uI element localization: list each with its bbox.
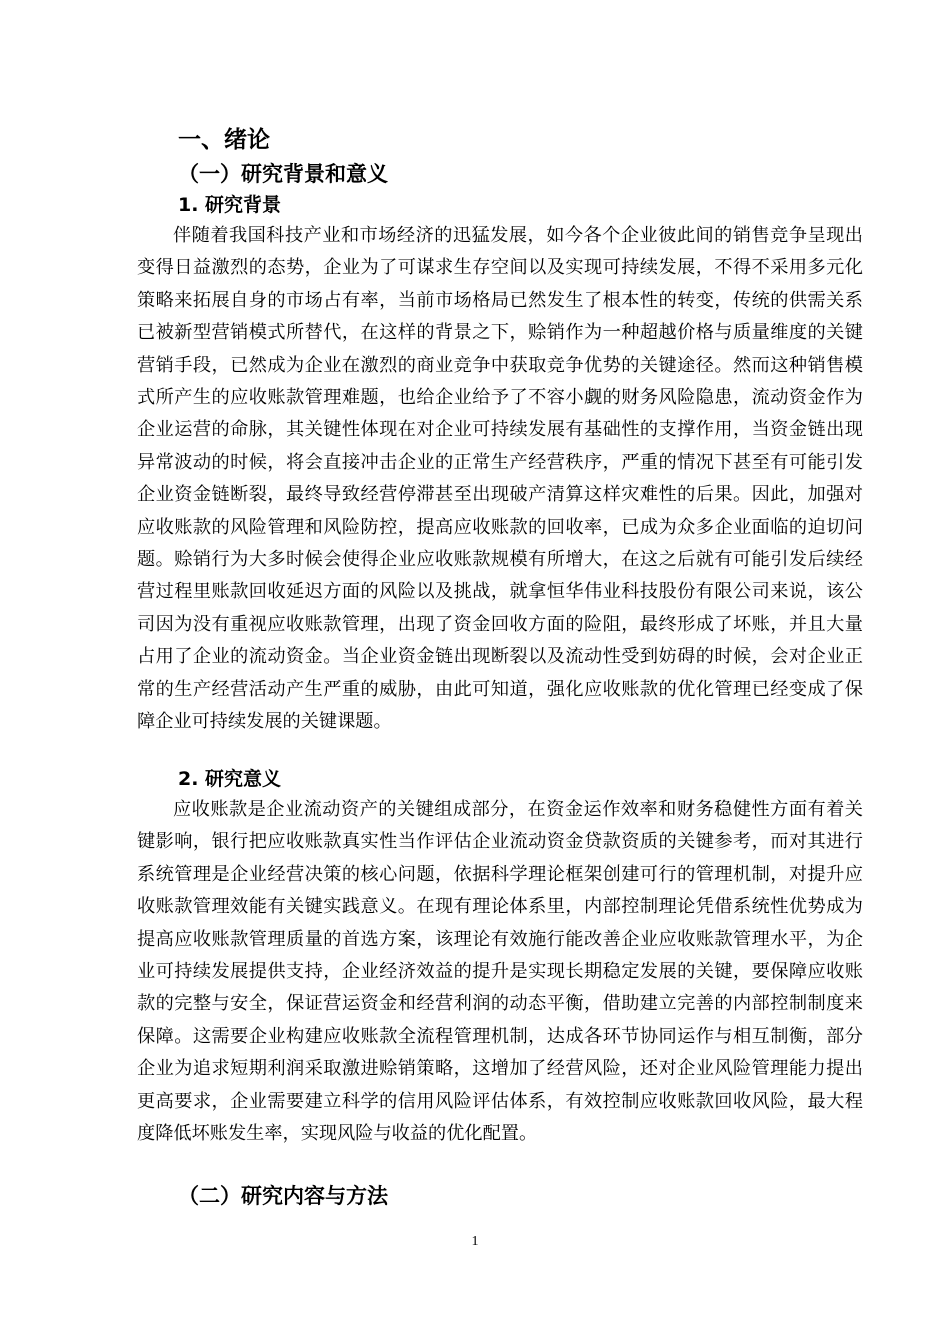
subsection-heading-research-background: 1. 研究背景 <box>178 194 282 216</box>
subsection-heading-research-significance: 2. 研究意义 <box>178 768 282 790</box>
page-number: 1 <box>471 1234 479 1249</box>
section-heading-background: （一）研究背景和意义 <box>178 162 388 186</box>
chapter-heading: 一、绪论 <box>178 127 270 153</box>
paragraph-research-significance: 应收账款是企业流动资产的关键组成部分，在资金运作效率和财务稳健性方面有着关键影响，银行把应收账款真实性当作评估企业流动资金贷款资质的关键参考，而对其进行系统管理是企业经营决策的核心问题，依据科学理论框架创建可行的管理机制，对提升应收账款管理效能有关键实践意义。在现有理论体系里，内部控制理论凭借系统性优势成为提高应收账款管理质量的首选方案，该理论有效施行能改善企业应收账款管理水平，为企业可持续发展提供支持，企业经济效益的提升是实现长期稳定发展的关键，要保障应收账款的完整与安全，保证营运资金和经营利润的动态平衡，借助建立完善的内部控制制度来保障。这需要企业构建应收账款全流程管理机制，达成各环节协同运作与相互制衡，部分企业为追求短期利润采取激进赊销策略，这增加了经营风险，还对企业风险管理能力提出更高要求，企业需要建立科学的信用风险评估体系，有效控制应收账款回收风险，最大程度降低坏账发生率，实现风险与收益的优化配置。 <box>137 799 863 1145</box>
section-heading-content-methods: （二）研究内容与方法 <box>178 1184 388 1208</box>
paragraph-research-background: 伴随着我国科技产业和市场经济的迅猛发展，如今各个企业彼此间的销售竞争呈现出变得日益激烈的态势，企业为了可谋求生存空间以及实现可持续发展，不得不采用多元化策略来拓展自身的市场占有率，当前市场格局已然发生了根本性的转变，传统的供需关系已被新型营销模式所替代，在这样的背景之下，赊销作为一种超越价格与质量维度的关键营销手段，已然成为企业在激烈的商业竞争中获取竞争优势的关键途径。然而这种销售模式所产生的应收账款管理难题，也给企业给予了不容小觑的财务风险隐患，流动资金作为企业运营的命脉，其关键性体现在对企业可持续发展有基础性的支撑作用，当资金链出现异常波动的时候，将会直接冲击企业的正常生产经营秩序，严重的情况下甚至有可能引发企业资金链断裂，最终导致经营停滞甚至出现破产清算这样灾难性的后果。因此，加强对应收账款的风险管理和风险防控，提高应收账款的回收率，已成为众多企业面临的迫切问题。赊销行为大多时候会使得企业应收账款规模有所增大，在这之后就有可能引发后续经营过程里账款回收延迟方面的风险以及挑战，就拿恒华伟业科技股份有限公司来说，该公司因为没有重视应收账款管理，出现了资金回收方面的险阻，最终形成了坏账，并且大量占用了企业的流动资金。当企业资金链出现断裂以及流动性受到妨碍的时候，会对企业正常的生产经营活动产生严重的威胁，由此可知道，强化应收账款的优化管理已经变成了保障企业可持续发展的关键课题。 <box>137 225 863 733</box>
